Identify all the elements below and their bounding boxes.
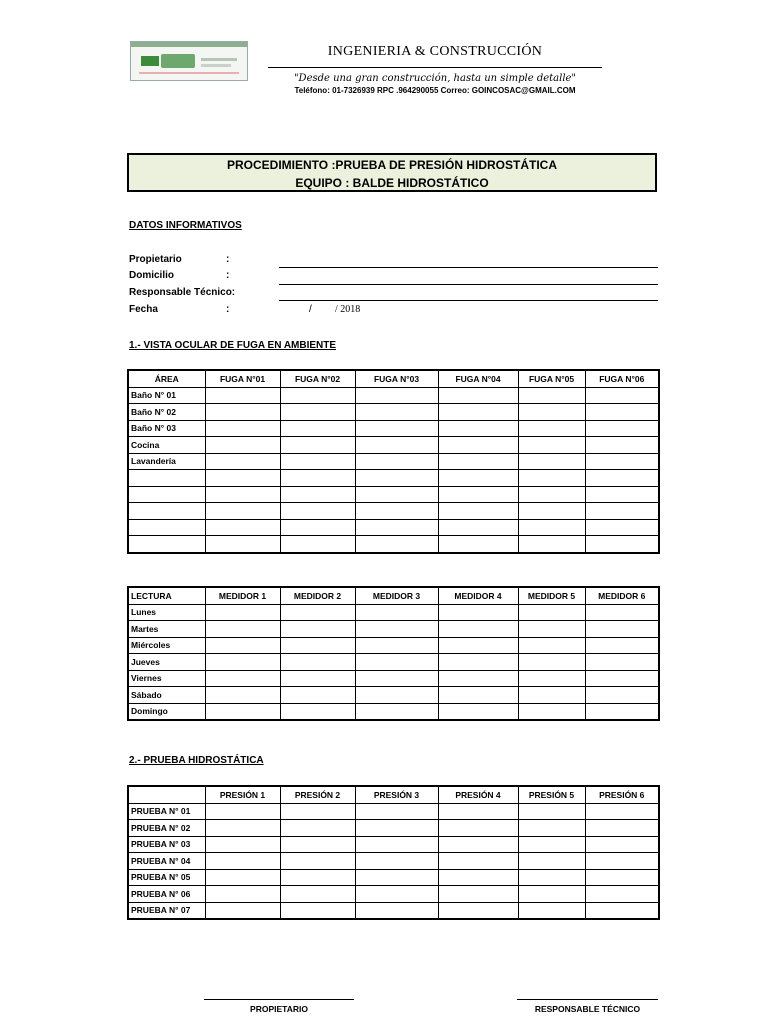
table-row bbox=[128, 604, 659, 621]
row-label bbox=[128, 503, 205, 520]
owner-sep: : bbox=[226, 254, 230, 265]
col-fuga-06: FUGA N°06 bbox=[585, 370, 659, 387]
table-row bbox=[128, 519, 659, 536]
col-medidor-6: MEDIDOR 6 bbox=[585, 587, 659, 604]
row-label: Baño N° 02 bbox=[128, 404, 205, 421]
row-label bbox=[128, 470, 205, 487]
row-label: Sábado bbox=[128, 687, 205, 704]
date-label: Fecha bbox=[129, 304, 158, 315]
col-presion-4: PRESIÓN 4 bbox=[438, 786, 518, 803]
row-label bbox=[128, 519, 205, 536]
section2-heading: 2.- PRUEBA HIDROSTÁTICA bbox=[129, 755, 264, 766]
address-sep: : bbox=[226, 270, 230, 281]
col-presion-6: PRESIÓN 6 bbox=[585, 786, 659, 803]
row-label: Cocina bbox=[128, 437, 205, 454]
row-label: Jueves bbox=[128, 654, 205, 671]
equipment-title: EQUIPO : BALDE HIDROSTÁTICO bbox=[295, 176, 489, 190]
table-row bbox=[128, 637, 659, 654]
row-label: PRUEBA N° 05 bbox=[128, 869, 205, 886]
table-row bbox=[128, 670, 659, 687]
row-label: Miércoles bbox=[128, 637, 205, 654]
row-label: PRUEBA N° 02 bbox=[128, 820, 205, 837]
table-row bbox=[128, 404, 659, 421]
address-field[interactable] bbox=[279, 284, 658, 285]
col-medidor-5: MEDIDOR 5 bbox=[518, 587, 585, 604]
section1-heading: 1.- VISTA OCULAR DE FUGA EN AMBIENTE bbox=[129, 340, 337, 351]
table-row bbox=[128, 836, 659, 853]
row-label: Domingo bbox=[128, 703, 205, 720]
row-label: PRUEBA N° 06 bbox=[128, 886, 205, 903]
col-fuga-01: FUGA N°01 bbox=[205, 370, 280, 387]
col-blank bbox=[128, 786, 205, 803]
col-presion-1: PRESIÓN 1 bbox=[205, 786, 280, 803]
company-slogan: "Desde una gran construcción, hasta un simple detalle" bbox=[293, 73, 577, 84]
reading-table bbox=[127, 586, 660, 721]
owner-field[interactable] bbox=[279, 267, 658, 268]
table-row bbox=[128, 902, 659, 919]
table-row bbox=[128, 387, 659, 404]
col-fuga-02: FUGA N°02 bbox=[280, 370, 355, 387]
col-lectura: LECTURA bbox=[128, 587, 205, 604]
table-row bbox=[128, 536, 659, 553]
table-row bbox=[128, 453, 659, 470]
technician-label: Responsable Técnico: bbox=[129, 287, 236, 298]
owner-signature-label: PROPIETARIO bbox=[250, 1004, 308, 1014]
technician-signature-label: RESPONSABLE TÉCNICO bbox=[534, 1004, 641, 1014]
row-label: PRUEBA N° 07 bbox=[128, 902, 205, 919]
owner-signature-line[interactable] bbox=[204, 999, 354, 1000]
owner-label: Propietario bbox=[129, 254, 182, 265]
row-label: Martes bbox=[128, 621, 205, 638]
header-divider bbox=[268, 67, 602, 68]
table-row bbox=[128, 420, 659, 437]
col-presion-5: PRESIÓN 5 bbox=[518, 786, 585, 803]
row-label: Lunes bbox=[128, 604, 205, 621]
procedure-title: PROCEDIMIENTO :PRUEBA DE PRESIÓN HIDROSTÁTICA bbox=[226, 158, 558, 172]
row-label: Viernes bbox=[128, 670, 205, 687]
row-label: Baño N° 03 bbox=[128, 420, 205, 437]
col-fuga-03: FUGA N°03 bbox=[355, 370, 438, 387]
procedure-title-box bbox=[127, 153, 657, 192]
pressure-table bbox=[127, 785, 660, 920]
col-fuga-05: FUGA N°05 bbox=[518, 370, 585, 387]
date-sep: : bbox=[226, 304, 230, 315]
row-label: Baño N° 01 bbox=[128, 387, 205, 404]
technician-field[interactable] bbox=[279, 300, 658, 301]
row-label: PRUEBA N° 01 bbox=[128, 803, 205, 820]
table-row bbox=[128, 486, 659, 503]
table-row bbox=[128, 621, 659, 638]
company-contact: Teléfono: 01-7326939 RPC .964290055 Correo: GOINCOSAC@GMAIL.COM bbox=[294, 86, 576, 95]
table-row bbox=[128, 803, 659, 820]
table-row bbox=[128, 853, 659, 870]
col-medidor-3: MEDIDOR 3 bbox=[355, 587, 438, 604]
row-label: Lavandería bbox=[128, 453, 205, 470]
table-row bbox=[128, 654, 659, 671]
date-slash[interactable]: / bbox=[309, 304, 312, 315]
leak-table bbox=[127, 369, 660, 554]
table-row bbox=[128, 703, 659, 720]
table-row bbox=[128, 687, 659, 704]
row-label bbox=[128, 486, 205, 503]
table-row bbox=[128, 886, 659, 903]
col-presion-3: PRESIÓN 3 bbox=[355, 786, 438, 803]
address-label: Domicilio bbox=[129, 270, 175, 281]
row-label bbox=[128, 536, 205, 553]
col-presion-2: PRESIÓN 2 bbox=[280, 786, 355, 803]
col-area: ÁREA bbox=[128, 370, 205, 387]
technician-signature-line[interactable] bbox=[517, 999, 658, 1000]
col-medidor-2: MEDIDOR 2 bbox=[280, 587, 355, 604]
date-year[interactable]: / 2018 bbox=[335, 304, 361, 315]
table-row bbox=[128, 869, 659, 886]
col-fuga-04: FUGA N°04 bbox=[438, 370, 518, 387]
col-medidor-1: MEDIDOR 1 bbox=[205, 587, 280, 604]
company-name: INGENIERIA & CONSTRUCCIÓN bbox=[327, 44, 543, 59]
table-row bbox=[128, 820, 659, 837]
datos-heading: DATOS INFORMATIVOS bbox=[129, 220, 242, 231]
table-row bbox=[128, 437, 659, 454]
company-logo bbox=[130, 41, 248, 81]
row-label: PRUEBA N° 04 bbox=[128, 853, 205, 870]
row-label: PRUEBA N° 03 bbox=[128, 836, 205, 853]
table-row bbox=[128, 503, 659, 520]
col-medidor-4: MEDIDOR 4 bbox=[438, 587, 518, 604]
table-row bbox=[128, 470, 659, 487]
